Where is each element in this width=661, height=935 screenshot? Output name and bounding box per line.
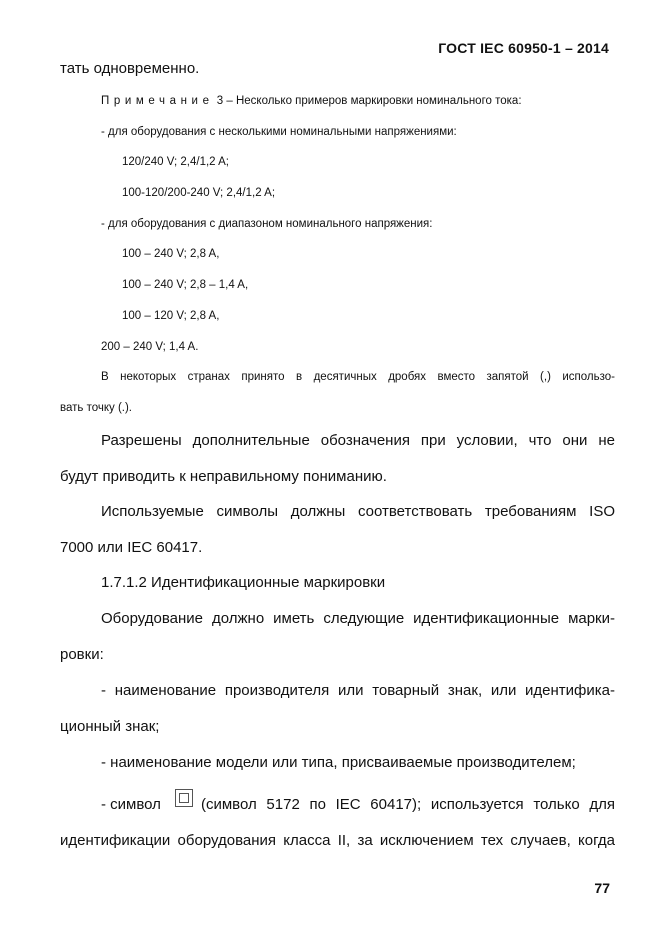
text-line: 7000 или IEC 60417. [60,539,203,556]
text-line: (символ 5172 по IEC 60417); используется только для [201,796,615,813]
text-line: тать одновременно. [60,60,200,77]
double-square-icon [175,789,193,807]
text-line: будут приводить к неправильному пониманию. [60,468,387,485]
note-text: 3 – Несколько примеров маркировки номинального тока: [213,95,522,107]
text-line: - наименование производителя или товарный знак, или идентифика- [101,682,615,699]
text-line: 100 – 240 V; 2,8 A, [122,248,220,260]
text-line: ровки: [60,646,104,663]
text-line: ционный знак; [60,718,160,735]
text-line: В некоторых странах принято в десятичных дробях вместо запятой (,) использо- [101,371,615,383]
text-line: 120/240 V; 2,4/1,2 A; [122,156,229,168]
document-header: ГОСТ IEC 60950-1 – 2014 [438,40,609,56]
text-line: идентификации оборудования класса II, за исключением тех случаев, когда [60,832,615,849]
page-number: 77 [594,880,610,896]
text-line: 100-120/200-240 V; 2,4/1,2 A; [122,187,276,199]
text-line: 100 – 120 V; 2,8 A, [122,310,220,322]
section-heading: 1.7.1.2 Идентификационные маркировки [101,574,386,591]
note-label: Примечание [101,95,214,107]
note-line [101,95,522,107]
text-line-prefix: - символ [101,796,161,813]
text-line: - для оборудования с несколькими номинальными напряжениями: [101,126,457,138]
text-line: Разрешены дополнительные обозначения при условии, что они не [101,432,615,449]
text-line: - наименование модели или типа, присваиваемые производителем; [101,754,576,771]
text-line: 200 – 240 V; 1,4 A. [101,341,199,353]
text-line: вать точку (.). [60,402,133,414]
text-line: Используемые символы должны соответствовать требованиям ISO [101,503,615,520]
text-line: Оборудование должно иметь следующие идентификационные марки- [101,610,615,627]
text-line: 100 – 240 V; 2,8 – 1,4 A, [122,279,249,291]
text-line: - для оборудования с диапазоном номинального напряжения: [101,218,433,230]
